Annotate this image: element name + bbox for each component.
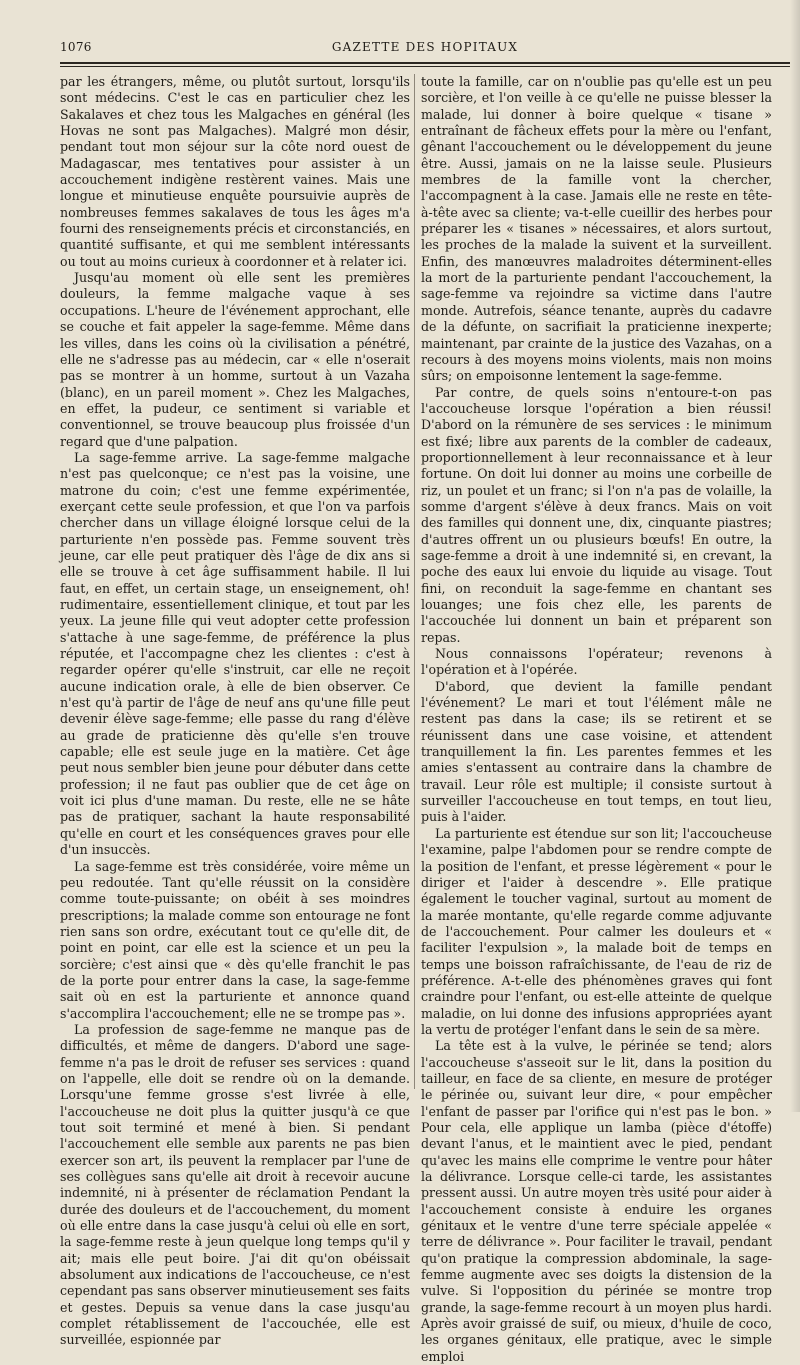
paragraph: toute la famille, car on n'oublie pas qu'elle est un peu sorcière, et l'on veille à ce qu'elle ne puisse blesser la malade, lui donner à boire quelque « tisane » entraînant de fâcheux effets pour la mère ou l'enfant, gênant l'accouchement ou le développement du jeune être. Aussi, jamais on ne la laisse seule. Plusieurs membres de la famille vont la chercher, l'accompagnent à la case. Jamais elle ne reste en tête-à-tête avec sa cliente; va-t-elle cueillir des herbes pour préparer les « tisanes » nécessaires, et alors surtout, les proches de la malade la suivent et la surveillent. Enfin, des manœuvres maladroites déterminent-elles la mort de la parturiente pendant l'accouchement, la sage-femme va rejoindre sa victime dans l'autre monde. Autrefois, séance tenante, auprès du cadavre de la défunte, on sacrifiait la praticienne inexperte; maintenant, par crainte de la justice des Vazahas, on a recours à des moyens moins violents, mais non moins sûrs; on empoisonne lentement la sage-femme. (421, 74, 772, 384)
paragraph: La tête est à la vulve, le périnée se tend; alors l'accoucheuse s'asseoit sur le lit, dans la position du tailleur, en face de sa cliente, en mesure de protéger le périnée ou, suivant leur dire, « pour empêcher l'enfant de passer par l'orifice qui n'est pas le bon. » Pour cela, elle applique un lamba (pièce d'étoffe) devant l'anus, et le maintient avec le pied, pendant qu'avec les mains elle comprime le ventre pour hâter la délivrance. Lorsque celle-ci tarde, les assistantes pressent aussi. Un autre moyen très usité pour aider à l'accouchement consiste à enduire les organes génitaux et le ventre d'une terre spéciale appelée « terre de délivrance ». Pour faciliter le travail, pendant qu'on pratique la compression abdominale, la sage-femme augmente avec ses doigts la distension de la vulve. Si l'opposition du périnée se montre trop grande, la sage-femme recourt à un moyen plus hardi. Après avoir graissé de suif, ou mieux, d'huile de coco, les organes génitaux, elle pratique, avec le simple emploi (421, 1038, 772, 1364)
paragraph: D'abord, que devient la famille pendant l'événement? Le mari et tout l'élément mâle ne restent pas dans la case; ils se retirent et se réunissent dans une case voisine, et attendent tranquillement la fin. Les parentes femmes et les amies s'entassent au contraire dans la chambre de travail. Leur rôle est multiple; il consiste surtout à surveiller l'accoucheuse en tout temps, en tout lieu, puis à l'aider. (421, 678, 772, 825)
paragraph: La sage-femme est très considérée, voire même un peu redoutée. Tant qu'elle réussit on la considère comme toute-puissante; on obéit à ses moindres prescriptions; la malade comme son entourage ne font rien sans son ordre, exécutant tout ce qu'elle dit, de point en point, car elle est la science et un peu la sorcière; c'est ainsi que « dès qu'elle franchit le pas de la porte pour entrer dans la case, la sage-femme sait où en est la parturiente et annonce quand s'accomplira l'accouchement; elle ne se trompe pas ». (60, 858, 410, 1021)
left-column (60, 74, 410, 1349)
paragraph: La sage-femme arrive. La sage-femme malgache n'est pas quelconque; ce n'est pas la voisine, une matrone du coin; c'est une femme expérimentée, exerçant cette seule profession, et que l'on va parfois chercher dans un village éloigné lorsque celui de la parturiente n'en possède pas. Femme souvent très jeune, car elle peut pratiquer dès l'âge de dix ans si elle se trouve à cet âge suffisamment habile. Il lui faut, en effet, un certain stage, un enseignement, oh! rudimentaire, essentiellement clinique, et tout par les yeux. La jeune fille qui veut adopter cette profession s'attache à une sage-femme, de préférence la plus réputée, et l'accompagne chez les clientes : c'est à regarder opérer qu'elle s'instruit, car elle ne reçoit aucune indication orale, à elle de bien observer. Ce n'est qu'à partir de l'âge de neuf ans qu'une fille peut devenir élève sage-femme; elle passe du rang d'élève au grade de praticienne dès qu'elle s'en trouve capable; elle est seule juge en la matière. Cet âge peut nous sembler bien jeune pour débuter dans cette profession; il ne faut pas oublier que de cet âge on voit ici plus d'une maman. Du reste, elle ne se hâte pas de pratiquer, sachant la haute responsabilité qu'elle en court et les conséquences graves pour elle d'un insuccès. (60, 449, 410, 858)
paragraph: La profession de sage-femme ne manque pas de difficultés, et même de dangers. D'abord une sage-femme n'a pas le droit de refuser ses services : quand on l'appelle, elle doit se rendre où on la demande. Lorsqu'une femme grosse s'est livrée à elle, l'accoucheuse ne doit plus la quitter jusqu'à ce que tout soit terminé et mené à bien. Si pendant l'accouchement elle semble aux parents ne pas bien exercer son art, ils peuvent la remplacer par l'une de ses collègues sans qu'elle ait droit à recevoir aucune indemnité, ni à présenter de réclamation Pendant la durée des douleurs et de l'accouchement, du moment où elle entre dans la case jusqu'à celui où elle en sort, la sage-femme reste à jeun quelque long temps qu'il y ait; mais elle peut boire. J'ai dit qu'on obéissait absolument aux indications de l'accoucheuse, ce n'est cependant pas sans observer minutieusement ses faits et gestes. Depuis sa venue dans la case jusqu'au complet rétablissement de l'accouchée, elle est surveillée, espionnée par (60, 1021, 410, 1348)
right-column (421, 74, 772, 1365)
page-edge-shadow (790, 0, 800, 1112)
paragraph: Nous connaissons l'opérateur; revenons à l'opération et à l'opérée. (421, 646, 772, 678)
paragraph: La parturiente est étendue sur son lit; l'accoucheuse l'examine, palpe l'abdomen pour se rendre compte de la position de l'enfant, et presse légèrement « pour le diriger et l'aider à descendre ». Elle pratique également le toucher vaginal, surtout au moment de la marée montante, qu'elle regarde comme adjuvante de l'accouchement. Pour calmer les douleurs et « faciliter l'expulsion », la malade boit de temps en temps une boisson rafraîchissante, de l'eau de riz de préférence. A-t-elle des phénomènes graves qui font craindre pour l'enfant, ou est-elle atteinte de quelque maladie, on lui donne des infusions appropriées ayant la vertu de protéger l'enfant dans le sein de sa mère. (421, 825, 773, 1037)
paragraph: par les étrangers, même, ou plutôt surtout, lorsqu'ils sont médecins. C'est le cas en particulier chez les Sakalaves et chez tous les Malgaches en général (les Hovas ne sont pas Malgaches). Malgré mon désir, pendant tout mon séjour sur la côte nord ouest de Madagascar, mes tentatives pour assister à un accouchement indigène restèrent vaines. Mais une longue et minutieuse enquête poursuivie auprès de nombreuses femmes sakalaves de tous les âges m'a fourni des renseignements précis et circonstanciés, en quantité suffisante, et qui me semblent intéressants ou tout au moins curieux à coordonner et à relater ici. (60, 74, 410, 269)
page-header (60, 38, 790, 58)
page-number: 1076 (60, 40, 92, 54)
running-title: GAZETTE DES HOPITAUX (331, 40, 519, 54)
paragraph: Par contre, de quels soins n'entoure-t-on pas l'accoucheuse lorsque l'opération a bien réussi! D'abord on la rémunère de ses services : le minimum est fixé; libre aux parents de la combler de cadeaux, proportionnellement à leur reconnaissance et à leur fortune. On doit lui donner au moins une corbeille de riz, un poulet et un franc; si l'on n'a pas de volaille, la somme d'argent s'élève à deux francs. Mais on voit des familles qui donnent une, dix, cinquante piastres; d'autres offrent un ou plusieurs bœufs! En outre, la sage-femme a droit à une indemnité si, en crevant, la poche des eaux lui envoie du liquide au visage. Tout fini, on reconduit la sage-femme en chantant ses louanges; une fois chez elle, les parents de l'accouchée lui donnent un bain et préparent son repas. (421, 384, 772, 645)
paragraph: Jusqu'au moment où elle sent les premières douleurs, la femme malgache vaque à ses occupations. L'heure de l'événement approchant, elle se couche et fait appeler la sage-femme. Même dans les villes, dans les coins où la civilisation a pénétré, elle ne s'adresse pas au médecin, car « elle n'oserait pas se montrer à un homme, surtout à un Vazaha (blanc), en un pareil moment ». Chez les Malgaches, en effet, la pudeur, ce sentiment si variable et conventionnel, se trouve beaucoup plus froissée d'un regard que d'une palpation. (60, 270, 410, 449)
header-rule-thick (60, 62, 790, 64)
header-rule-thin (60, 66, 790, 67)
column-divider (414, 74, 415, 1089)
